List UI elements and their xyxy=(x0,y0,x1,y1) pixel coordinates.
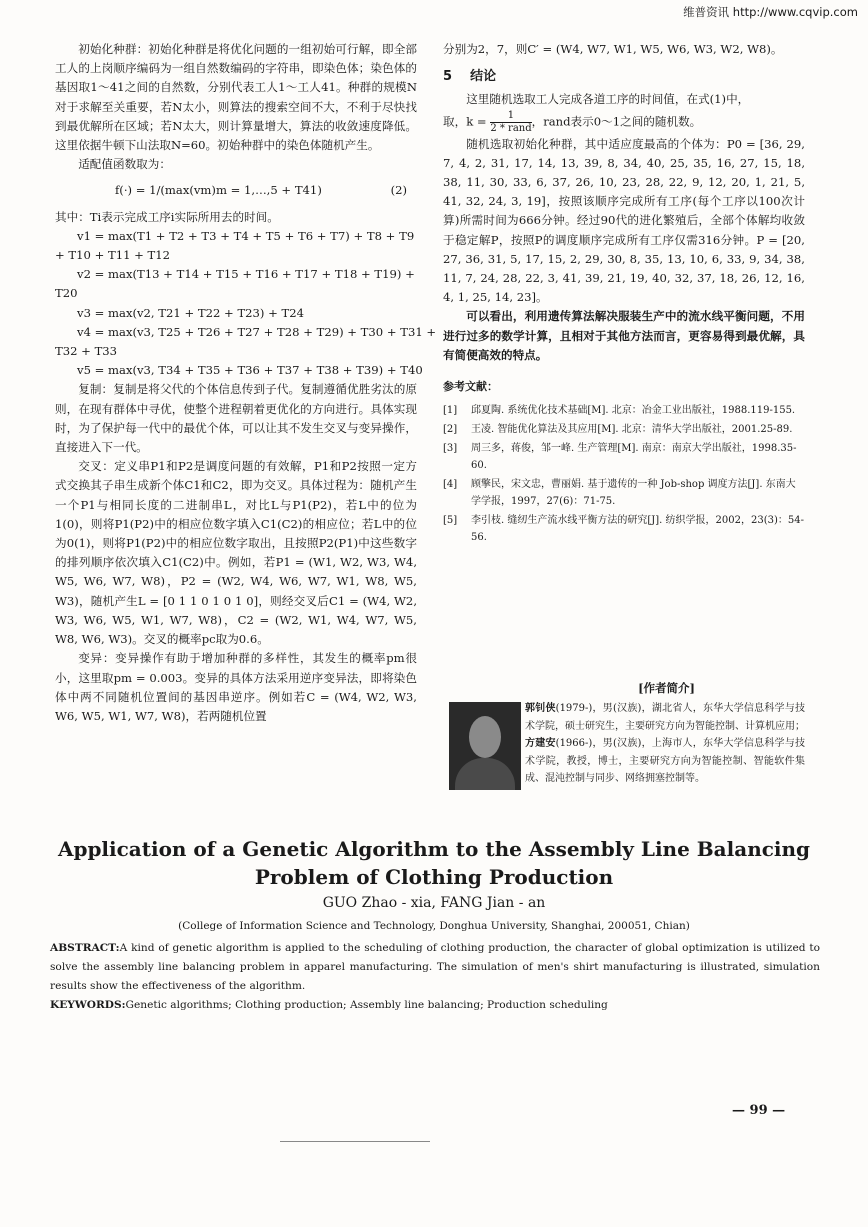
author-bio-box xyxy=(443,680,805,788)
author-1-bio xyxy=(525,700,805,735)
reference-text: 邱夏陶. 系统优化技术基础[M]. 北京：冶金工业出版社，1988.119-155. xyxy=(471,405,796,417)
equation-v2-line1: v2 = max(T13 + T14 + T15 + T16 + T17 + T18 + T19) + xyxy=(77,267,415,282)
paragraph-crossover: 交叉：定义串P1和P2是调度问题的有效解，P1和P2按照一定方式交换其子串生成新个体C1和C2，即为交叉。具体过程为：随机产生一个P1与相同长度的二进制串L，对比L与P1(P2)，若L中的位为1(0)，则将P1(P2)中的相应位数字填入C1(C2)的相应位；若L中的位为0(1)，则将P1(P2)中的相应位数字取出，且按照P2(P1)中这些数字的排列顺序依次填入C1(C2)中。例如，若P1 = (W1, W2, W3, W4, W5, W6, W7, W8)，P2 = (W2, W4, W6, W7, W1, W8, W5, W3)，随机产生L = [0 1 1 0 1 0 1 0]，则经交叉后C1 = (W4, W2, W3, W6, W5, W1, W7, W8)，C2 = (W2, W1, W4, W7, W5, W8, W6, W3)。交叉的概率pc取为0.6。 xyxy=(55,459,417,647)
k-tail: ，rand表示0～1之间的随机数。 xyxy=(531,114,702,129)
equation-v3: v3 = max(v2, T21 + T22 + T23) + T24 xyxy=(77,305,305,320)
paragraph-k-definition xyxy=(443,110,805,135)
page-number: — 99 — xyxy=(732,1103,786,1118)
photo-shoulders xyxy=(455,758,515,790)
abstract-label: ABSTRACT: xyxy=(50,942,120,954)
author-2-details: (1966-)，男(汉族)，上海市人，东华大学信息科学与技术学院，教授，博士，主要研究方向为智能控制、智能软件集成、混沌控制与同步、网络拥塞控制等。 xyxy=(525,738,806,784)
equation-v4-line2: T32 + T33 xyxy=(55,344,118,359)
paragraph-mutation-cont: 分别为2，7，则C′ = (W4, W7, W1, W5, W6, W3, W2, W8)。 xyxy=(443,42,783,56)
section-heading-conclusion xyxy=(443,67,805,86)
section-number: 5 xyxy=(443,69,453,85)
keywords-text: Genetic algorithms; Clothing production; Assembly line balancing; Production scheduling xyxy=(125,999,608,1011)
k-fraction xyxy=(490,110,531,135)
english-title xyxy=(0,835,868,891)
english-affiliation: (College of Information Science and Technology, Donghua University, Shanghai, 200051, Chian) xyxy=(178,920,690,932)
abstract-text: A kind of genetic algorithm is applied to the scheduling of clothing production, the character of global optimization is utilized to solve the assembly line balancing problem in apparel manufacturing. The simulation of men's shirt manufacturing is illustrated, simulation results show the effectiveness of the algorithm. xyxy=(50,942,820,992)
reference-text: 周三多，蒋俊，邹一峰. 生产管理[M]. 南京：南京大学出版社，1998.35-60. xyxy=(471,443,797,472)
equation-v1-line1: v1 = max(T1 + T2 + T3 + T4 + T5 + T6 + T7) + T8 + T9 xyxy=(77,228,415,243)
english-title-line-2: Problem of Clothing Production xyxy=(254,865,614,889)
equation-v2-line2: T20 xyxy=(55,286,78,301)
paragraph-conclusion-intro: 这里随机选取工人完成各道工序的时间值，在式(1)中， xyxy=(466,92,750,107)
paragraph-replication: 复制：复制是将父代的个体信息传到子代。复制遵循优胜劣汰的原则，在现有群体中寻优，使整个进程朝着更优化的方向进行。具体实现时，为了保护每一代中的最优个体，可以让其不发生交叉与变异操作，直接进入下一代。 xyxy=(55,382,417,455)
equation-fitness-body: f(·) = 1/(max(vm)m = 1,…,5 + T41) xyxy=(115,183,322,198)
fraction-denominator: 2 * rand xyxy=(490,122,532,134)
left-column xyxy=(55,40,437,726)
english-authors: GUO Zhao - xia, FANG Jian - an xyxy=(322,895,546,911)
right-column xyxy=(443,40,805,548)
paragraph-ti-definition: 其中：Ti表示完成工序i实际所用去的时间。 xyxy=(55,209,279,224)
reference-item xyxy=(443,402,805,419)
section-title: 结论 xyxy=(470,69,497,85)
reference-number: [1] xyxy=(443,405,458,417)
reference-text: 李引枝. 缝纫生产流水线平衡方法的研究[J]. 纺织学报，2002，23(3)：54-56. xyxy=(471,515,804,544)
reference-text: 王凌. 智能优化算法及其应用[M]. 北京：清华大学出版社，2001.25-89. xyxy=(471,424,793,436)
english-abstract xyxy=(50,939,820,1015)
paragraph-initialization: 初始化种群：初始化种群是将优化问题的一组初始可行解，即全部工人的上岗顺序编码为一组自然数编码的字符串，即染色体；染色体的基因取1～41之间的自然数，分别代表工人1～工人41。种群的规模N对于求解至关重要，若N太小，则算法的搜索空间不大，不利于尽快找到最优解所在区域；若N太大，则计算量增大，算法的收敛速度降低。这里依据牛顿下山法取N=60。初始种群中的染色体随机产生。 xyxy=(55,42,417,153)
keywords-paragraph xyxy=(50,996,820,1015)
k-lead: 取，k = xyxy=(443,114,487,129)
site-header[interactable]: 维普资讯 http://www.cqvip.com xyxy=(683,5,858,19)
paragraph-results: 随机选取初始化种群，其中适应度最高的个体为：P0 = [36, 29, 7, 4, 2, 31, 17, 14, 13, 39, 8, 34, 40, 25, 35, 16, 27, 15, 18, 38, 11, 30, 33, 6, 37, 26, 10, 23, 28, 22, 9, 12, 20, 1, 21, 5, 41, 32, 24, 3, 19]，按照该顺序完成所有工序(每个工序以100次计算)所需时间为666分钟。经过90代的进化繁殖后，全部个体解均收敛于稳定解P，按照P的调度顺序完成所有工序仅需316分钟。P = [20, 27, 36, 31, 5, 17, 15, 2, 29, 30, 8, 35, 13, 10, 6, 33, 9, 34, 38, 11, 7, 24, 28, 22, 3, 41, 39, 21, 19, 40, 32, 37, 18, 26, 12, 16, 4, 1, 25, 14, 23]。 xyxy=(443,136,805,305)
photo-face xyxy=(469,716,501,758)
author-bio-title: [作者简介] xyxy=(638,681,695,695)
fraction-numerator: 1 xyxy=(490,110,531,123)
references-list xyxy=(443,402,805,546)
equation-fitness xyxy=(55,181,417,200)
author-2-name: 方建安 xyxy=(525,738,556,749)
abstract-paragraph xyxy=(50,939,820,996)
equation-v4-line1: v4 = max(v3, T25 + T26 + T27 + T28 + T29) + T30 + T31 + xyxy=(77,324,437,339)
reference-item xyxy=(443,440,805,474)
reference-item xyxy=(443,421,805,438)
english-title-line-1: Application of a Genetic Algorithm to the Assembly Line Balancing xyxy=(57,837,811,861)
reference-text: 顾擎民，宋文忠，曹丽娟. 基于遗传的一种 Job-shop 调度方法[J]. 东南大学学报，1997，27(6)：71-75. xyxy=(471,479,796,508)
paragraph-summary: 可以看出，利用遗传算法解决服装生产中的流水线平衡问题，不用进行过多的数学计算，且相对于其他方法而言，更容易得到最优解，具有简便高效的特点。 xyxy=(443,309,805,362)
keywords-label: KEYWORDS: xyxy=(50,999,126,1011)
reference-item xyxy=(443,512,805,546)
equation-v1-line2: + T10 + T11 + T12 xyxy=(55,248,171,263)
reference-number: [2] xyxy=(443,424,458,436)
equation-v5: v5 = max(v3, T34 + T35 + T36 + T37 + T38 + T39) + T40 xyxy=(77,363,423,378)
author-2-bio xyxy=(525,735,805,788)
paragraph-fitness-intro: 适配值函数取为： xyxy=(78,157,171,172)
bottom-divider xyxy=(280,1141,430,1142)
paragraph-mutation: 变异：变异操作有助于增加种群的多样性，其发生的概率pm很小，这里取pm = 0.003。变异的具体方法采用逆序变异法，即将染色体中两不同随机位置间的基因串逆序。例如若C = (W4, W2, W3, W6, W5, W1, W7, W8)，若两随机位置 xyxy=(55,651,417,723)
equation-number: (2) xyxy=(390,183,407,198)
reference-item xyxy=(443,476,805,510)
author-photo xyxy=(449,702,521,790)
author-1-name: 郭钊侠 xyxy=(525,703,556,714)
references-heading: 参考文献： xyxy=(443,380,498,394)
reference-number: [5] xyxy=(443,515,458,527)
reference-number: [3] xyxy=(443,443,458,455)
author-1-details: (1979-)，男(汉族)，湖北省人，东华大学信息科学与技术学院，硕士研究生，主要研究方向为智能控制、计算机应用； xyxy=(525,703,806,732)
reference-number: [4] xyxy=(443,479,458,491)
